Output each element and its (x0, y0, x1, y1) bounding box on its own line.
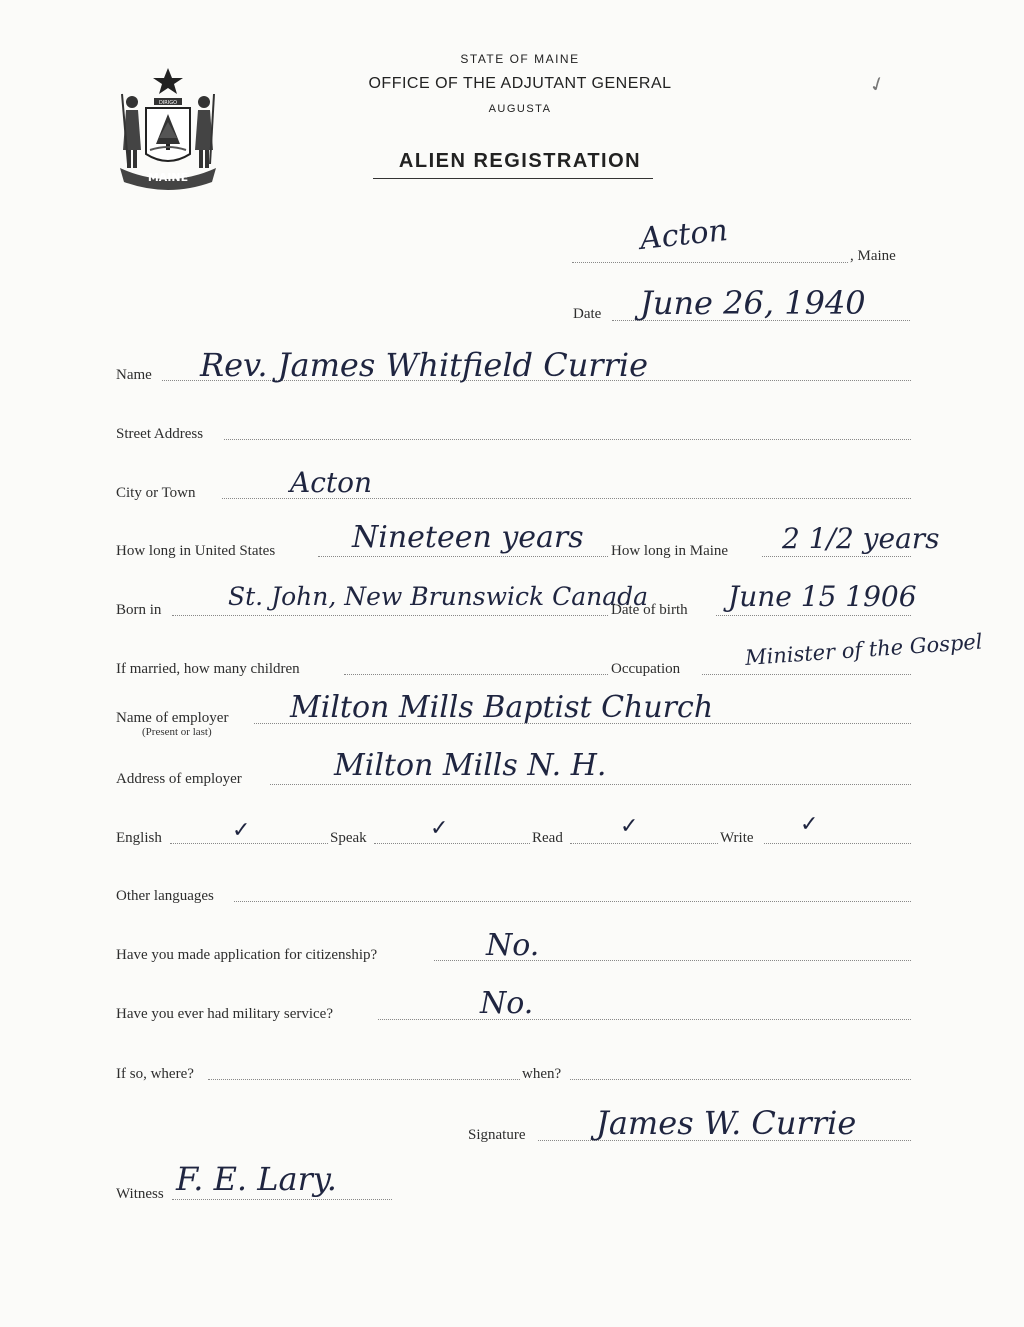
city-heading: AUGUSTA (488, 103, 552, 115)
born-label: Born in (116, 602, 162, 618)
signature-entry: James W. Currie (596, 1104, 857, 1142)
office-heading: OFFICE OF THE ADJUTANT GENERAL (368, 75, 672, 92)
speak-line (374, 843, 530, 844)
employer-address-line (270, 784, 911, 785)
witness-label: Witness (116, 1186, 164, 1202)
read-line (570, 843, 718, 844)
military-line (378, 1019, 911, 1020)
city-label: City or Town (116, 485, 196, 501)
town-suffix: , Maine (850, 248, 896, 264)
children-line (344, 674, 608, 675)
when-label: when? (522, 1066, 562, 1082)
date-label: Date (573, 306, 602, 322)
employer-sublabel: (Present or last) (142, 726, 212, 738)
date-entry: June 26, 1940 (640, 284, 866, 322)
town-line (572, 262, 848, 263)
title-underline (373, 178, 653, 179)
corner-check-mark: ✓ (865, 69, 890, 99)
employer-label: Name of employer (116, 710, 229, 726)
military-entry: No. (480, 986, 534, 1021)
how-long-us-entry: Nineteen years (352, 520, 584, 555)
when-line (570, 1079, 911, 1080)
citizenship-label: Have you made application for citizenship? (116, 947, 378, 963)
witness-entry: F. E. Lary. (176, 1160, 337, 1198)
how-long-maine-entry: 2 1/2 years (782, 522, 940, 555)
how-long-maine-line (762, 556, 911, 557)
military-label: Have you ever had military service? (116, 1006, 333, 1022)
street-label: Street Address (116, 426, 204, 442)
city-entry: Acton (290, 466, 373, 499)
write-check: ✓ (800, 812, 819, 837)
where-line (208, 1079, 520, 1080)
state-seal-icon (114, 64, 222, 192)
name-label: Name (116, 367, 152, 383)
where-label: If so, where? (116, 1066, 194, 1082)
how-long-us-label: How long in United States (116, 543, 276, 559)
read-check: ✓ (620, 814, 639, 839)
other-languages-line (234, 901, 911, 902)
town-entry: Acton (638, 213, 730, 257)
document-title: ALIEN REGISTRATION (398, 150, 642, 172)
employer-entry: Milton Mills Baptist Church (290, 690, 714, 725)
english-check: ✓ (232, 818, 251, 843)
street-line (224, 439, 911, 440)
name-entry: Rev. James Whitfield Currie (200, 346, 649, 384)
employer-address-label: Address of employer (116, 771, 242, 787)
write-line (764, 843, 911, 844)
signature-label: Signature (468, 1127, 526, 1143)
dob-entry: June 15 1906 (728, 580, 917, 613)
witness-line (172, 1199, 392, 1200)
born-entry: St. John, New Brunswick Canada (228, 582, 649, 611)
english-line (170, 843, 328, 844)
other-languages-label: Other languages (116, 888, 214, 904)
how-long-maine-label: How long in Maine (611, 543, 729, 559)
how-long-us-line (318, 556, 608, 557)
english-label: English (116, 830, 162, 846)
dob-label: Date of birth (611, 602, 688, 618)
speak-check: ✓ (430, 816, 449, 841)
citizenship-entry: No. (486, 928, 540, 963)
occupation-entry: Minister of the Gospel (744, 629, 984, 670)
write-label: Write (720, 830, 754, 846)
dob-line (716, 615, 911, 616)
seal-motto: DIRIGO (158, 100, 178, 106)
occupation-label: Occupation (611, 661, 681, 677)
speak-label: Speak (330, 830, 367, 846)
employer-address-entry: Milton Mills N. H. (334, 748, 607, 783)
seal-scroll-text: MAINE (147, 171, 189, 184)
state-heading: STATE OF MAINE (460, 52, 580, 66)
read-label: Read (532, 830, 563, 846)
occupation-line (702, 674, 911, 675)
children-label: If married, how many children (116, 661, 300, 677)
born-line (172, 615, 608, 616)
